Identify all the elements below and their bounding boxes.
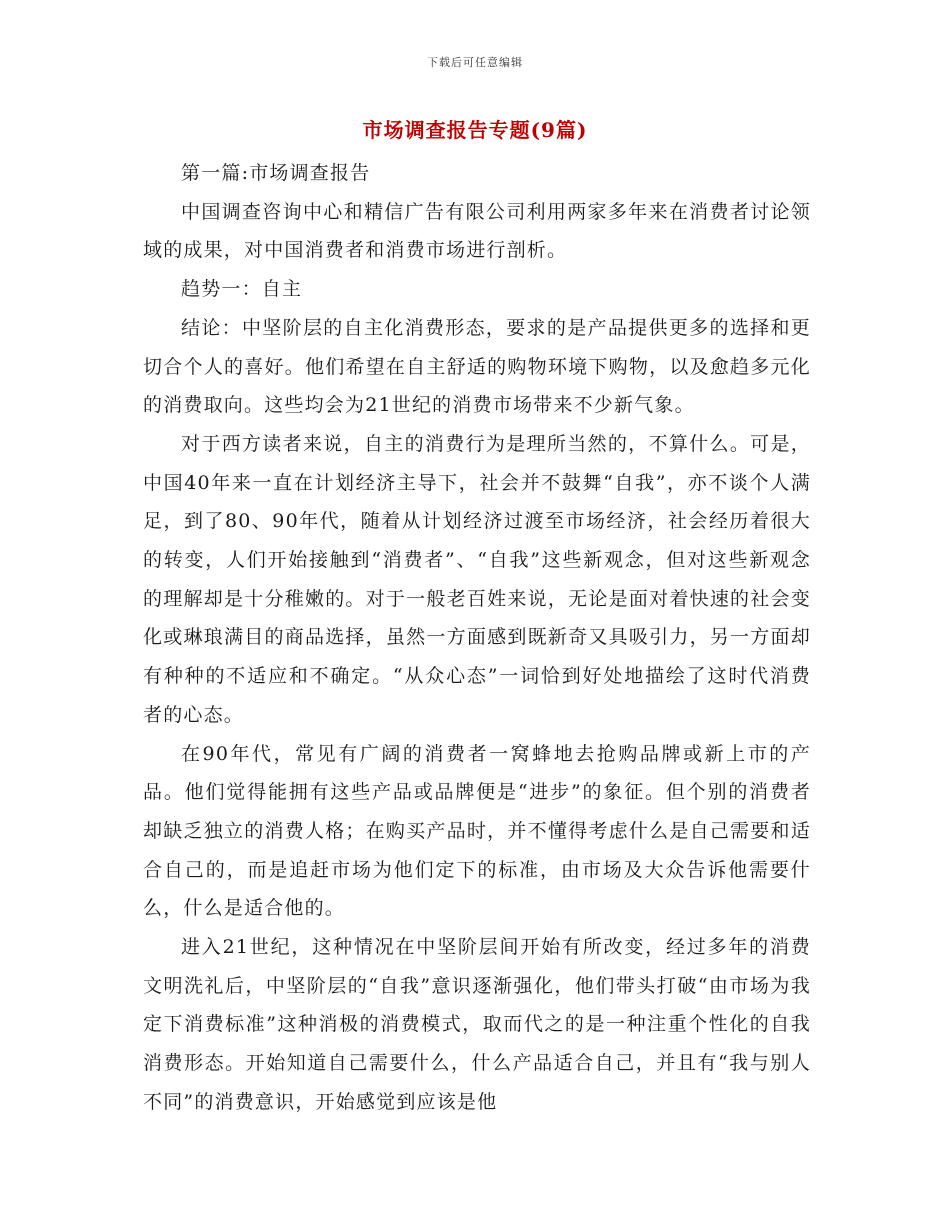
document-body [143,154,811,1122]
paragraph: 对于西方读者来说，自主的消费行为是理所当然的，不算什么。可是，中国40年来一直在计划经济主导下，社会并不鼓舞“自我”，亦不谈个人满足，到了80、90年代，随着从计划经济过渡至市场经济，社会经历着很大的转变，人们开始接触到“消费者”、“自我”这些新观念，但对这些新观念的理解却是十分稚嫩的。对于一般老百姓来说，无论是面对着快速的社会变化或琳琅满目的商品选择，虽然一方面感到既新奇又具吸引力，另一方面却有种种的不适应和不确定。“从众心态”一词恰到好处地描绘了这时代消费者的心态。 [143,432,811,726]
paragraph: 第一篇:市场调查报告 [181,162,371,184]
paragraph: 中国调查咨询中心和精信广告有限公司利用两家多年来在消费者讨论领域的成果，对中国消费者和消费市场进行剖析。 [143,200,811,262]
paragraph: 进入21世纪，这种情况在中坚阶层间开始有所改变，经过多年的消费文明洗礼后，中坚阶层的“自我”意识逐渐强化，他们带头打破“由市场为我定下消费标准”这种消极的消费模式，取而代之的是一种注重个性化的自我消费形态。开始知道自己需要什么，什么产品适合自己，并且有“我与别人不同”的消费意识，开始感觉到应该是他 [143,936,811,1113]
header-note: 下载后可任意编辑 [427,56,523,69]
paragraph: 结论：中坚阶层的自主化消费形态，要求的是产品提供更多的选择和更切合个人的喜好。他们希望在自主舒适的购物环境下购物，以及愈趋多元化的消费取向。这些均会为21世纪的消费市场带来不少新气象。 [143,316,811,417]
paragraph: 趋势一：自主 [181,278,303,301]
document-title: 市场调查报告专题(9篇) [362,118,588,142]
paragraph: 在90年代，常见有广阔的消费者一窝蜂地去抢购品牌或新上市的产品。他们觉得能拥有这些产品或品牌便是“进步”的象征。但个别的消费者却缺乏独立的消费人格；在购买产品时，并不懂得考虑什么是自己需要和适合自己的，而是追赶市场为他们定下的标准，由市场及大众告诉他需要什么，什么是适合他的。 [143,742,811,920]
